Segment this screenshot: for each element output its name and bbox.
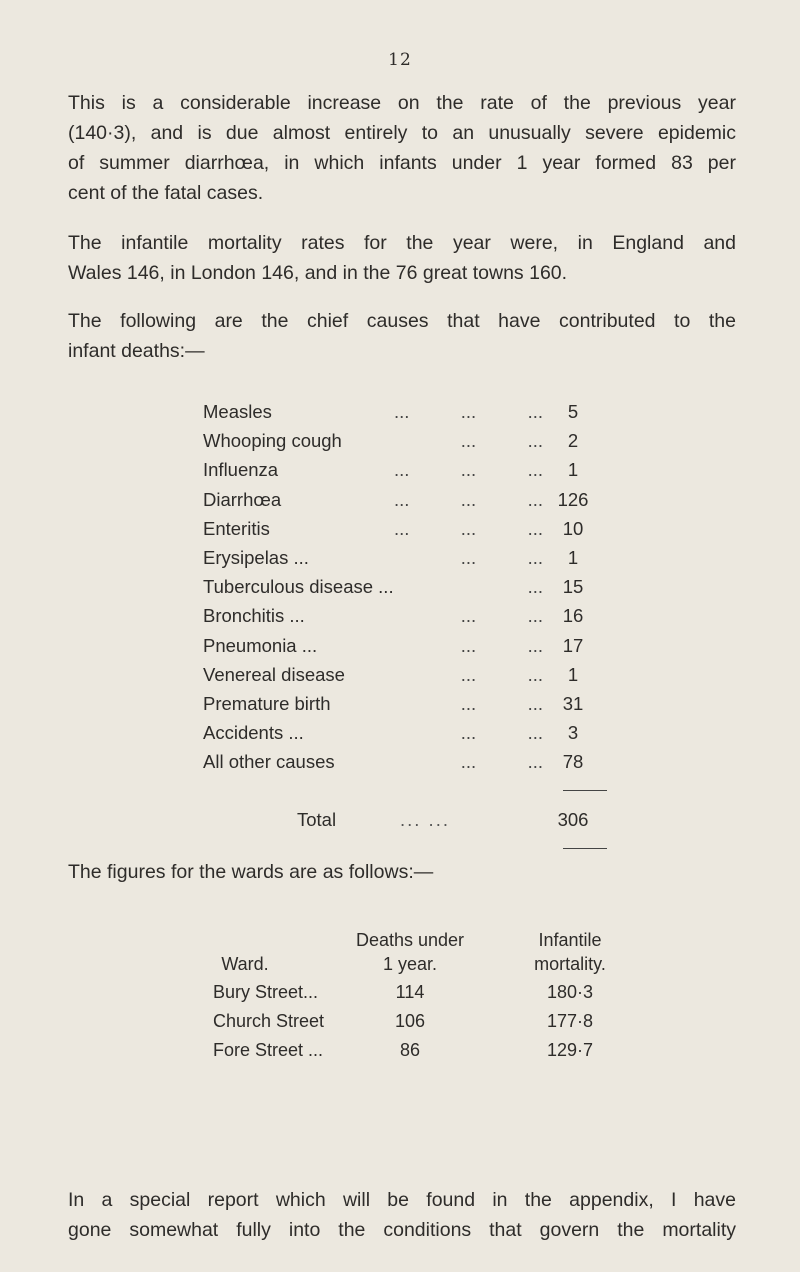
- ward-deaths-value: 86: [399, 1040, 421, 1060]
- ward-deaths-value: 106: [394, 1011, 426, 1031]
- table-row: [203, 397, 603, 426]
- text-line: Wales 146, in London 146, and in the 76 great towns 160.: [68, 262, 568, 284]
- column-header-ward: Ward.: [221, 954, 269, 974]
- cause-label: Whooping cough: [203, 430, 342, 452]
- header-line: mortality.: [534, 954, 606, 974]
- cause-label: Bronchitis ...: [203, 605, 305, 627]
- text-line: This is a considerable increase on the rate of the previous year: [68, 92, 736, 114]
- cause-value: 16: [562, 605, 584, 627]
- cause-value: 3: [567, 722, 579, 744]
- paragraph-mortality-increase: [68, 88, 736, 208]
- table-row: [203, 426, 603, 455]
- table-row: [203, 660, 603, 689]
- table-row: [203, 485, 603, 514]
- page-number: 12: [388, 50, 412, 70]
- ward-name: Fore Street ...: [213, 1040, 324, 1060]
- cause-label: Measles: [203, 401, 272, 422]
- leader-dots: ... ...: [460, 722, 543, 744]
- causes-of-death-table: [203, 397, 603, 776]
- cause-value: 1: [567, 459, 579, 481]
- table-row: [203, 747, 603, 776]
- paragraph-infantile-rates: [68, 228, 736, 288]
- total-row: [297, 805, 603, 835]
- leader-dots: ... ...: [460, 605, 543, 627]
- cause-value: 5: [567, 401, 579, 422]
- leader-dots: ... ...: [460, 692, 543, 714]
- paragraph-wards-intro: [68, 857, 736, 887]
- text-line: The following are the chief causes that have contributed to the: [68, 310, 736, 332]
- text-line: infant deaths:—: [68, 340, 205, 362]
- text-line: of summer diarrhœa, in which infants under 1 year formed 83 per: [68, 152, 736, 174]
- ward-mortality-value: 180·3: [546, 982, 594, 1002]
- leader-dots: ... ... ...: [393, 517, 543, 539]
- leader-dots: ... ... ...: [393, 488, 543, 510]
- cause-label: Accidents ...: [203, 722, 304, 744]
- leader-dots: ... ...: [460, 634, 543, 656]
- leader-dots: ... ... ...: [393, 401, 543, 422]
- leader-dots: ... ...: [460, 430, 543, 452]
- cause-value: 15: [562, 576, 584, 598]
- header-line: Deaths under: [355, 930, 465, 950]
- total-rule-top: [563, 790, 607, 791]
- table-row: [203, 455, 603, 484]
- cause-value: 1: [567, 663, 579, 685]
- cause-label: Premature birth: [203, 692, 331, 714]
- column-header-infantile-mortality: [495, 928, 645, 976]
- cause-label: Pneumonia ...: [203, 634, 318, 656]
- table-row: [203, 572, 603, 601]
- paragraph-chief-causes-intro: [68, 306, 736, 366]
- ward-mortality-value: 129·7: [546, 1040, 594, 1060]
- cause-label: Diarrhœa: [203, 488, 282, 510]
- table-row: [203, 601, 603, 630]
- cause-value: 17: [562, 634, 584, 656]
- leader-dots: ... ... ...: [393, 459, 543, 481]
- table-row: [203, 689, 603, 718]
- cause-value: 2: [567, 430, 579, 452]
- table-row: [195, 1007, 655, 1036]
- header-line: 1 year.: [382, 954, 438, 974]
- ward-name: Church Street: [213, 1011, 325, 1031]
- text-line: The infantile mortality rates for the year were, in England and: [68, 232, 736, 254]
- text-line: In a special report which will be found in the appendix, I have: [68, 1189, 736, 1211]
- table-row: [195, 1036, 655, 1065]
- cause-label: Venereal disease: [203, 663, 345, 685]
- cause-label: Enteritis: [203, 517, 270, 539]
- leader-dots: ... ...: [460, 546, 543, 568]
- text-line: The figures for the wards are as follows:—: [68, 861, 434, 883]
- total-value: 306: [557, 809, 589, 830]
- ward-rows: [195, 978, 655, 1065]
- leader-dots: ...: [527, 576, 543, 598]
- leader-dots: ... ...: [400, 809, 450, 830]
- leader-dots: ... ...: [460, 663, 543, 685]
- table-row: [203, 718, 603, 747]
- total-label: Total: [297, 809, 337, 830]
- total-rule-bottom: [563, 848, 607, 849]
- leader-dots: ... ...: [460, 751, 543, 773]
- text-line: (140·3), and is due almost entirely to an unusually severe epidemic: [68, 122, 736, 144]
- table-row: [203, 514, 603, 543]
- table-row: [203, 543, 603, 572]
- text-line: cent of the fatal cases.: [68, 182, 264, 204]
- ward-deaths-value: 114: [395, 982, 425, 1002]
- ward-mortality-value: 177·8: [546, 1011, 594, 1031]
- cause-label: Tuberculous disease ...: [203, 576, 394, 598]
- cause-value: 126: [557, 488, 589, 510]
- paragraph-special-report: [68, 1185, 736, 1245]
- cause-value: 31: [562, 692, 584, 714]
- column-header-deaths: [335, 928, 485, 976]
- table-row: [195, 978, 655, 1007]
- text-line: gone somewhat fully into the conditions that govern the mortality: [68, 1219, 736, 1241]
- ward-name: Bury Street...: [213, 982, 319, 1002]
- table-row: [203, 631, 603, 660]
- cause-label: Erysipelas ...: [203, 546, 309, 568]
- cause-value: 78: [562, 751, 584, 773]
- header-line: Infantile: [538, 930, 602, 950]
- cause-label: Influenza: [203, 459, 279, 481]
- cause-value: 1: [567, 546, 579, 568]
- cause-value: 10: [562, 517, 584, 539]
- cause-label: All other causes: [203, 751, 335, 773]
